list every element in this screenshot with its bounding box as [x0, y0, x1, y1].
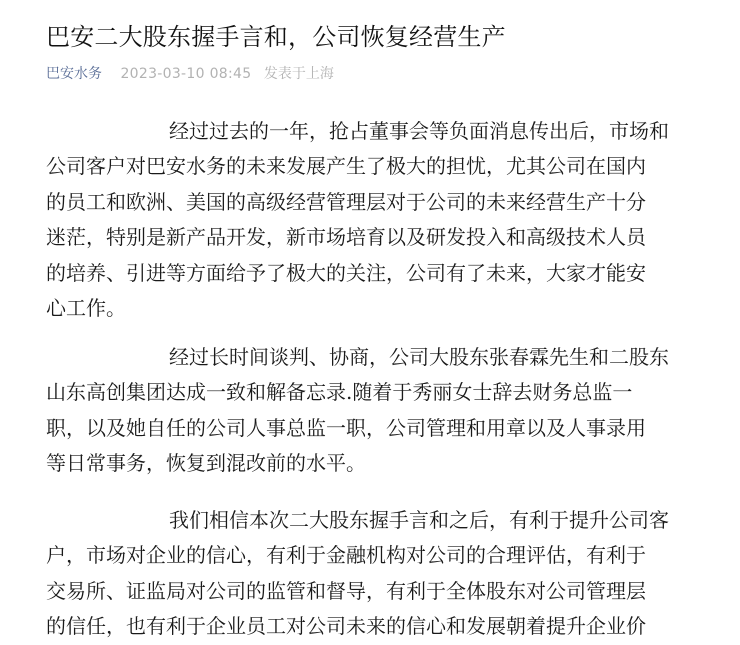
paragraph-1 — [46, 114, 726, 326]
paragraph-line: 山东高创集团达成一致和解备忘录.随着于秀丽女士辞去财务总监一 — [46, 380, 633, 405]
paragraph-line: 的培养、引进等方面给予了极大的关注，公司有了未来，大家才能安 — [46, 260, 646, 285]
paragraph-line: 交易所、证监局对公司的监管和督导，有利于全体股东对公司管理层 — [46, 578, 646, 603]
paragraph-line: 心工作。 — [46, 296, 126, 321]
article-meta — [46, 63, 334, 83]
article-title: 巴安二大股东握手言和，公司恢复经营生产 — [46, 23, 506, 51]
paragraph-line: 的信任，也有利于企业员工对公司未来的信心和发展朝着提升企业价 — [46, 614, 646, 639]
publish-date: 2023-03-10 08:45 — [120, 66, 252, 82]
paragraph-line: 公司客户对巴安水务的未来发展产生了极大的担忧，尤其公司在国内 — [46, 154, 646, 179]
paragraph-3 — [46, 503, 726, 645]
publish-location: 发表于上海 — [263, 66, 334, 82]
paragraph-line: 迷茫，特别是新产品开发，新市场培育以及研发投入和高级技术人员 — [46, 225, 646, 250]
paragraph-line: 我们相信本次二大股东握手言和之后，有利于提升公司客 — [169, 508, 669, 532]
paragraph-line: 职，以及她自任的公司人事总监一职，公司管理和用章以及人事录用 — [46, 415, 646, 440]
paragraph-2 — [46, 340, 726, 482]
paragraph-line: 的员工和欧洲、美国的高级经营管理层对于公司的未来经营生产十分 — [46, 189, 646, 214]
paragraph-line: 等日常事务，恢复到混改前的水平。 — [46, 451, 366, 476]
paragraph-line: 经过长时间谈判、协商，公司大股东张春霖先生和二股东 — [169, 345, 669, 369]
paragraph-line: 经过过去的一年，抢占董事会等负面消息传出后，市场和 — [169, 119, 669, 143]
paragraph-line: 户，市场对企业的信心，有利于金融机构对公司的合理评估，有利于 — [46, 543, 646, 568]
author-link[interactable]: 巴安水务 — [46, 66, 102, 82]
